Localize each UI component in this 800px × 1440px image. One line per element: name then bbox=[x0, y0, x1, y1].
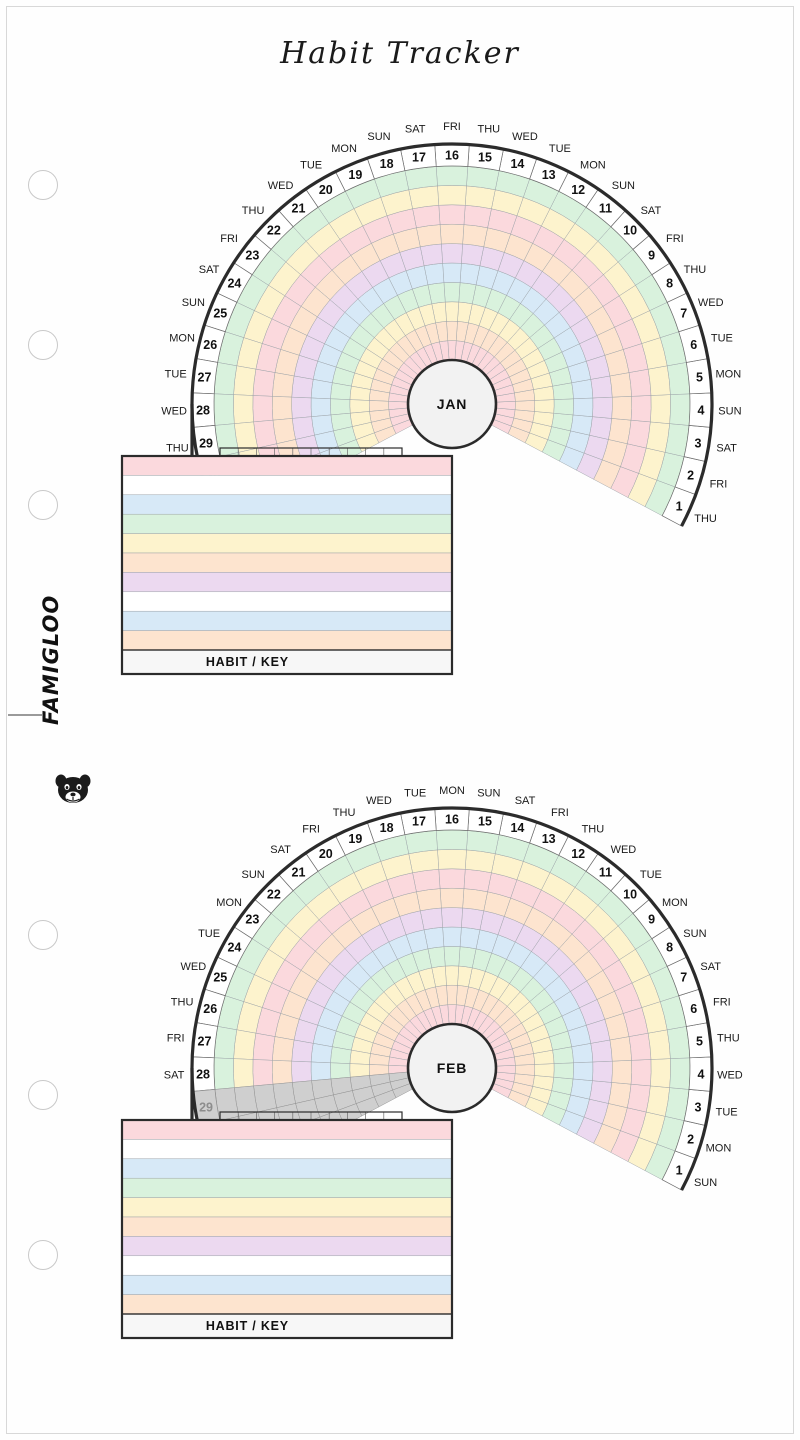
weekday-label: SUN bbox=[718, 405, 742, 418]
day-number: 27 bbox=[197, 1034, 212, 1049]
habit-cell[interactable] bbox=[311, 1062, 331, 1081]
habit-wheel-feb[interactable] bbox=[100, 744, 800, 1384]
habit-cell[interactable] bbox=[214, 1058, 234, 1090]
habit-cell[interactable] bbox=[445, 302, 459, 322]
weekday-label: MON bbox=[662, 896, 688, 909]
weekday-label: WED bbox=[717, 1069, 743, 1082]
key-band[interactable] bbox=[122, 1178, 452, 1197]
habit-cell[interactable] bbox=[253, 1033, 275, 1060]
key-band[interactable] bbox=[122, 572, 452, 591]
habit-cell[interactable] bbox=[592, 1061, 612, 1082]
day-number: 29 bbox=[199, 436, 213, 451]
page-title: Habit Tracker bbox=[280, 36, 520, 71]
day-number: 9 bbox=[648, 912, 656, 927]
day-number: 18 bbox=[379, 821, 394, 836]
day-number: 25 bbox=[213, 970, 228, 985]
month-label: JAN bbox=[436, 396, 468, 412]
day-number: 13 bbox=[541, 168, 556, 183]
habit-cell[interactable] bbox=[463, 889, 488, 911]
weekday-label: FRI bbox=[166, 1032, 185, 1045]
key-band[interactable] bbox=[122, 475, 452, 494]
day-number: 5 bbox=[696, 370, 703, 385]
habit-cell[interactable] bbox=[590, 417, 612, 440]
key-band[interactable] bbox=[122, 514, 452, 533]
month-label: FEB bbox=[436, 1060, 468, 1076]
key-band[interactable] bbox=[122, 1256, 452, 1275]
day-number: 24 bbox=[227, 276, 242, 291]
weekday-label: THU bbox=[694, 512, 717, 525]
weekday-label: SAT bbox=[163, 1069, 185, 1082]
day-number: 22 bbox=[266, 223, 281, 238]
habit-cell[interactable] bbox=[409, 186, 439, 209]
habit-cell[interactable] bbox=[292, 1061, 312, 1082]
day-number: 10 bbox=[623, 887, 638, 902]
day-number: 28 bbox=[196, 1067, 211, 1082]
punch-hole bbox=[28, 1080, 58, 1110]
weekday-label: MON bbox=[216, 896, 242, 909]
weekday-label: FRI bbox=[302, 823, 320, 836]
day-number: 19 bbox=[348, 168, 363, 183]
habit-cell[interactable] bbox=[253, 395, 273, 421]
day-number: 11 bbox=[598, 201, 613, 216]
weekday-label: SAT bbox=[700, 961, 721, 974]
day-number: 9 bbox=[648, 248, 656, 263]
key-band[interactable] bbox=[122, 1159, 452, 1178]
weekday-label: SAT bbox=[198, 263, 220, 276]
day-number: 6 bbox=[690, 337, 698, 352]
habit-cell[interactable] bbox=[292, 397, 312, 418]
habit-cell[interactable] bbox=[608, 418, 631, 443]
key-band[interactable] bbox=[122, 1120, 452, 1139]
day-number: 1 bbox=[675, 1163, 683, 1178]
punch-hole bbox=[28, 170, 58, 200]
habit-cell[interactable] bbox=[292, 1040, 313, 1062]
habit-cell[interactable] bbox=[591, 1040, 612, 1062]
habit-cell[interactable] bbox=[629, 1033, 651, 1060]
weekday-label: WED bbox=[267, 180, 294, 193]
day-number: 18 bbox=[379, 157, 394, 172]
habit-cell[interactable] bbox=[311, 379, 332, 398]
day-number: 22 bbox=[266, 887, 281, 902]
habit-cell[interactable] bbox=[631, 1059, 651, 1085]
weekday-label: THU bbox=[477, 123, 501, 136]
habit-cell[interactable] bbox=[573, 1062, 593, 1081]
weekday-label: SUN bbox=[611, 180, 636, 193]
day-number: 25 bbox=[213, 306, 228, 321]
habit-cell[interactable] bbox=[465, 186, 495, 209]
weekday-label: SUN bbox=[693, 1176, 718, 1189]
habit-cell[interactable] bbox=[610, 373, 632, 398]
weekday-label: WED bbox=[512, 130, 538, 143]
habit-cell[interactable] bbox=[460, 927, 480, 948]
key-band[interactable] bbox=[122, 1275, 452, 1294]
day-number: 3 bbox=[694, 436, 702, 451]
habit-cell[interactable] bbox=[463, 225, 488, 247]
day-number: 12 bbox=[571, 846, 586, 861]
day-number: 27 bbox=[197, 370, 212, 385]
weekday-label: TUE bbox=[639, 868, 662, 881]
day-number: 21 bbox=[291, 201, 306, 216]
weekday-label: THU bbox=[717, 1032, 740, 1045]
habit-cell[interactable] bbox=[464, 205, 492, 228]
binder-tick-icon bbox=[8, 714, 42, 716]
weekday-label: SUN bbox=[367, 130, 391, 143]
habit-cell[interactable] bbox=[443, 263, 462, 283]
weekday-label: THU bbox=[581, 823, 605, 836]
habit-cell[interactable] bbox=[253, 1059, 273, 1085]
weekday-label: MON bbox=[169, 332, 195, 345]
weekday-label: MON bbox=[439, 785, 465, 797]
habit-cell[interactable] bbox=[650, 395, 670, 424]
weekday-label: THU bbox=[332, 806, 356, 819]
habit-cell[interactable] bbox=[534, 1064, 554, 1078]
weekday-label: SAT bbox=[270, 844, 291, 857]
habit-cell[interactable] bbox=[330, 399, 350, 415]
day-number: 26 bbox=[203, 1001, 218, 1016]
day-number: 24 bbox=[227, 940, 242, 955]
day-number: 19 bbox=[348, 832, 363, 847]
weekday-label: SAT bbox=[404, 123, 426, 136]
habit-cell[interactable] bbox=[437, 185, 466, 205]
habit-cell[interactable] bbox=[292, 376, 313, 398]
key-band[interactable] bbox=[122, 1236, 452, 1255]
habit-cell[interactable] bbox=[608, 1082, 631, 1107]
punch-hole bbox=[28, 490, 58, 520]
day-number: 15 bbox=[478, 150, 492, 165]
day-number: 5 bbox=[696, 1034, 703, 1049]
day-number: 15 bbox=[478, 814, 492, 829]
punch-hole bbox=[28, 920, 58, 950]
habit-cell[interactable] bbox=[592, 397, 612, 418]
habit-cell[interactable] bbox=[554, 1063, 574, 1079]
habit-cell[interactable] bbox=[629, 369, 651, 396]
weekday-label: THU bbox=[241, 204, 265, 217]
day-number: 23 bbox=[245, 248, 260, 263]
habit-cell[interactable] bbox=[515, 400, 535, 411]
habit-cell[interactable] bbox=[667, 1026, 690, 1058]
day-number: 20 bbox=[318, 182, 333, 197]
habit-cell[interactable] bbox=[627, 1084, 650, 1112]
weekday-label: TUE bbox=[198, 927, 221, 940]
weekday-label: FRI bbox=[220, 232, 239, 245]
weekday-label: FRI bbox=[709, 478, 728, 491]
habit-cell[interactable] bbox=[515, 1064, 535, 1075]
weekday-label: MON bbox=[705, 1142, 732, 1155]
weekday-label: TUE bbox=[710, 332, 733, 345]
weekday-label: TUE bbox=[548, 142, 571, 155]
key-band[interactable] bbox=[122, 553, 452, 572]
weekday-label: MON bbox=[715, 368, 742, 381]
day-number: 13 bbox=[541, 832, 556, 847]
habit-cell[interactable] bbox=[233, 1059, 253, 1088]
day-number: 29 bbox=[199, 1100, 213, 1115]
habit-cell[interactable] bbox=[590, 1081, 612, 1104]
habit-key-label: HABIT / KEY bbox=[205, 1319, 289, 1333]
habit-cell[interactable] bbox=[350, 400, 370, 414]
habit-cell[interactable] bbox=[441, 244, 462, 264]
weekday-label: FRI bbox=[551, 806, 569, 819]
day-number: 8 bbox=[666, 940, 674, 955]
habit-cell[interactable] bbox=[444, 946, 460, 966]
habit-cell[interactable] bbox=[436, 166, 468, 186]
day-number: 14 bbox=[510, 821, 525, 836]
habit-cell[interactable] bbox=[409, 850, 439, 873]
key-band[interactable] bbox=[122, 592, 452, 611]
habit-cell[interactable] bbox=[670, 394, 690, 426]
day-number: 16 bbox=[445, 148, 459, 163]
habit-cell[interactable] bbox=[440, 888, 464, 908]
habit-cell[interactable] bbox=[311, 1043, 332, 1062]
day-number: 6 bbox=[690, 1001, 698, 1016]
habit-cell[interactable] bbox=[273, 418, 296, 443]
habit-cell[interactable] bbox=[612, 396, 632, 420]
habit-cell[interactable] bbox=[272, 396, 292, 420]
weekday-label: WED bbox=[161, 405, 187, 418]
weekday-label: FRI bbox=[665, 232, 684, 245]
weekday-label: THU bbox=[170, 996, 194, 1009]
habit-cell[interactable] bbox=[670, 1058, 690, 1090]
habit-cell[interactable] bbox=[254, 420, 277, 448]
habit-cell[interactable] bbox=[272, 373, 294, 398]
brand-name: FAMIGLOO bbox=[39, 594, 63, 725]
weekday-label: THU bbox=[683, 263, 707, 276]
day-number: 23 bbox=[245, 912, 260, 927]
key-band[interactable] bbox=[122, 1198, 452, 1217]
habit-cell[interactable] bbox=[413, 205, 441, 228]
day-number: 8 bbox=[666, 276, 674, 291]
habit-cell[interactable] bbox=[234, 1030, 256, 1060]
punch-hole bbox=[28, 330, 58, 360]
weekday-label: SUN bbox=[477, 787, 501, 800]
weekday-label: THU bbox=[166, 442, 189, 455]
habit-cell[interactable] bbox=[610, 1037, 632, 1062]
habit-cell[interactable] bbox=[440, 224, 464, 244]
day-number: 7 bbox=[680, 970, 688, 985]
habit-cell[interactable] bbox=[573, 398, 593, 417]
day-number: 2 bbox=[687, 1132, 695, 1147]
habit-cell[interactable] bbox=[612, 1060, 632, 1084]
day-number: 21 bbox=[291, 865, 306, 880]
habit-cell[interactable] bbox=[416, 889, 441, 911]
habit-cell[interactable] bbox=[465, 850, 495, 873]
weekday-label: FRI bbox=[713, 996, 731, 1009]
day-number: 7 bbox=[680, 306, 688, 321]
key-band[interactable] bbox=[122, 534, 452, 553]
habit-cell[interactable] bbox=[650, 1059, 670, 1088]
habit-cell[interactable] bbox=[311, 398, 331, 417]
habit-cell[interactable] bbox=[464, 869, 492, 892]
key-band[interactable] bbox=[122, 1139, 452, 1158]
habit-cell[interactable] bbox=[254, 1084, 277, 1112]
habit-cell[interactable] bbox=[534, 400, 554, 414]
habit-cell[interactable] bbox=[437, 849, 466, 869]
habit-cell[interactable] bbox=[441, 908, 462, 928]
day-number: 2 bbox=[687, 468, 695, 483]
habit-cell[interactable] bbox=[413, 869, 441, 892]
habit-cell[interactable] bbox=[443, 927, 462, 947]
habit-cell[interactable] bbox=[439, 205, 465, 225]
day-number: 16 bbox=[445, 812, 459, 827]
day-number: 14 bbox=[510, 157, 525, 172]
key-band[interactable] bbox=[122, 456, 452, 475]
day-number: 4 bbox=[697, 1067, 705, 1082]
habit-cell[interactable] bbox=[460, 263, 480, 284]
weekday-label: TUE bbox=[300, 159, 323, 172]
habit-cell[interactable] bbox=[627, 420, 650, 448]
habit-cell[interactable] bbox=[496, 1065, 516, 1073]
day-number: 10 bbox=[623, 223, 638, 238]
weekday-label: WED bbox=[610, 844, 637, 857]
habit-cell[interactable] bbox=[233, 395, 253, 424]
habit-cell[interactable] bbox=[439, 869, 465, 889]
habit-cell[interactable] bbox=[272, 1060, 292, 1084]
weekday-label: SAT bbox=[716, 442, 737, 455]
weekday-label: SAT bbox=[514, 794, 536, 807]
day-number: 3 bbox=[694, 1100, 702, 1115]
habit-cell[interactable] bbox=[591, 376, 612, 398]
key-band[interactable] bbox=[122, 631, 452, 650]
weekday-label: SUN bbox=[181, 297, 205, 310]
day-number: 17 bbox=[412, 814, 426, 829]
habit-cell[interactable] bbox=[214, 1026, 237, 1058]
day-number: 11 bbox=[598, 865, 613, 880]
habit-cell[interactable] bbox=[214, 394, 234, 426]
weekday-label: MON bbox=[331, 142, 357, 155]
habit-cell[interactable] bbox=[648, 366, 670, 396]
habit-cell[interactable] bbox=[214, 362, 237, 394]
key-band[interactable] bbox=[122, 1295, 452, 1314]
habit-cell[interactable] bbox=[631, 395, 651, 421]
habit-wheel-jan[interactable] bbox=[100, 80, 800, 720]
habit-cell[interactable] bbox=[447, 321, 458, 341]
weekday-label: SUN bbox=[241, 868, 265, 881]
weekday-label: TUE bbox=[715, 1106, 738, 1119]
weekday-label: FRI bbox=[443, 121, 461, 133]
habit-cell[interactable] bbox=[447, 985, 458, 1005]
habit-cell[interactable] bbox=[667, 362, 690, 394]
day-number: 20 bbox=[318, 846, 333, 861]
day-number: 4 bbox=[697, 403, 705, 418]
weekday-label: SAT bbox=[640, 204, 662, 217]
habit-cell[interactable] bbox=[436, 830, 468, 850]
habit-cell[interactable] bbox=[330, 1063, 350, 1079]
habit-cell[interactable] bbox=[416, 225, 441, 247]
day-number: 26 bbox=[203, 337, 218, 352]
habit-cell[interactable] bbox=[272, 1037, 294, 1062]
day-number: 1 bbox=[675, 499, 683, 514]
weekday-label: SUN bbox=[683, 927, 707, 940]
weekday-label: WED bbox=[366, 794, 392, 807]
weekday-label: TUE bbox=[404, 787, 427, 800]
punch-hole bbox=[28, 1240, 58, 1270]
habit-cell[interactable] bbox=[234, 366, 256, 396]
weekday-label: WED bbox=[697, 297, 724, 310]
weekday-label: TUE bbox=[164, 368, 187, 381]
habit-cell[interactable] bbox=[273, 1082, 296, 1107]
weekday-label: WED bbox=[180, 961, 207, 974]
habit-cell[interactable] bbox=[445, 966, 459, 986]
key-band[interactable] bbox=[122, 495, 452, 514]
habit-cell[interactable] bbox=[648, 1030, 670, 1060]
habit-cell[interactable] bbox=[461, 244, 483, 266]
day-number: 12 bbox=[571, 182, 586, 197]
habit-cell[interactable] bbox=[461, 908, 483, 930]
day-number: 28 bbox=[196, 403, 211, 418]
habit-key-label: HABIT / KEY bbox=[205, 655, 289, 669]
weekday-label: MON bbox=[580, 159, 606, 172]
key-band[interactable] bbox=[122, 1217, 452, 1236]
bulldog-logo-icon bbox=[52, 770, 94, 810]
habit-cell[interactable] bbox=[350, 1064, 370, 1078]
habit-cell[interactable] bbox=[554, 399, 574, 415]
habit-cell[interactable] bbox=[444, 282, 460, 302]
habit-cell[interactable] bbox=[253, 369, 275, 396]
day-number: 17 bbox=[412, 150, 426, 165]
habit-cell[interactable] bbox=[496, 401, 516, 409]
key-band[interactable] bbox=[122, 611, 452, 630]
